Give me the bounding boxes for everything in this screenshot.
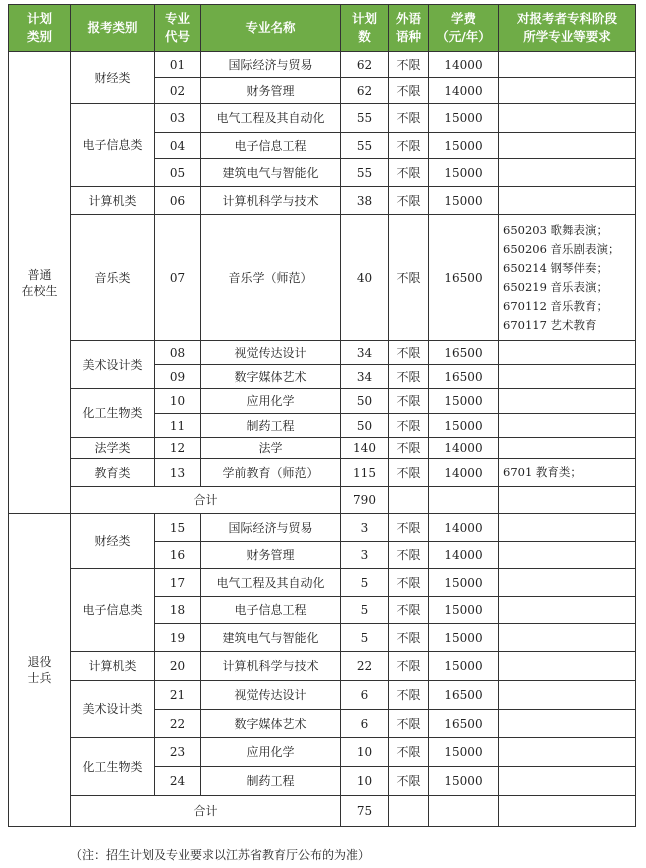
code-cell: 11: [155, 414, 201, 438]
count-cell: 5: [341, 569, 389, 597]
fee-cell: 15000: [429, 159, 499, 187]
code-cell: 02: [155, 78, 201, 104]
count-header: 计划 数: [341, 5, 389, 52]
code-header: 专业 代号: [155, 5, 201, 52]
code-cell: 04: [155, 133, 201, 159]
code-cell: 16: [155, 542, 201, 569]
category-cell: 计算机类: [71, 187, 155, 215]
code-cell: 23: [155, 738, 201, 767]
code-cell: 12: [155, 438, 201, 459]
language-cell: 不限: [389, 78, 429, 104]
code-cell: 22: [155, 710, 201, 738]
fee-cell: 14000: [429, 438, 499, 459]
category-header: 报考类别: [71, 5, 155, 52]
language-cell: 不限: [389, 215, 429, 341]
language-cell: 不限: [389, 341, 429, 365]
table-body: [9, 52, 636, 827]
table-row: [9, 187, 636, 215]
language-cell: 不限: [389, 514, 429, 542]
requirement-cell: 650203 歌舞表演； 650206 音乐剧表演； 650214 钢琴伴奏； 650219 音乐表演； 670112 音乐教育； 670117 艺术教育: [499, 215, 636, 341]
table-header-row: [9, 5, 636, 52]
count-cell: 62: [341, 52, 389, 78]
major-cell: 国际经济与贸易: [201, 52, 341, 78]
table-row: [9, 459, 636, 487]
language-cell: 不限: [389, 767, 429, 796]
fee-cell: 14000: [429, 459, 499, 487]
major-header: 专业名称: [201, 5, 341, 52]
code-cell: 15: [155, 514, 201, 542]
footnote: （注：招生计划及专业要求以江苏省教育厅公布的为准）: [70, 848, 371, 862]
requirement-cell: [499, 52, 636, 78]
requirement-cell: [499, 738, 636, 767]
requirement-cell: [499, 710, 636, 738]
document-page: [8, 4, 636, 827]
major-cell: 国际经济与贸易: [201, 514, 341, 542]
requirement-cell: [499, 597, 636, 624]
code-cell: 24: [155, 767, 201, 796]
major-cell: 应用化学: [201, 389, 341, 414]
fee-cell: 16500: [429, 365, 499, 389]
total-count-cell: 790: [341, 487, 389, 514]
major-cell: 视觉传达设计: [201, 341, 341, 365]
requirement-cell: [499, 104, 636, 133]
category-cell: 音乐类: [71, 215, 155, 341]
fee-cell: 15000: [429, 652, 499, 681]
major-cell: 视觉传达设计: [201, 681, 341, 710]
requirement-cell: [499, 187, 636, 215]
language-cell: 不限: [389, 159, 429, 187]
fee-cell: 14000: [429, 52, 499, 78]
total-language-cell: [389, 796, 429, 827]
language-cell: 不限: [389, 652, 429, 681]
category-cell: 教育类: [71, 459, 155, 487]
language-cell: 不限: [389, 187, 429, 215]
table-row: [9, 438, 636, 459]
language-cell: 不限: [389, 681, 429, 710]
language-cell: 不限: [389, 569, 429, 597]
total-count-cell: 75: [341, 796, 389, 827]
fee-cell: 16500: [429, 341, 499, 365]
code-cell: 08: [155, 341, 201, 365]
count-cell: 6: [341, 681, 389, 710]
category-cell: 美术设计类: [71, 341, 155, 389]
language-cell: 不限: [389, 52, 429, 78]
language-cell: 不限: [389, 738, 429, 767]
fee-cell: 15000: [429, 597, 499, 624]
major-cell: 学前教育（师范）: [201, 459, 341, 487]
count-cell: 115: [341, 459, 389, 487]
count-cell: 22: [341, 652, 389, 681]
code-cell: 21: [155, 681, 201, 710]
requirement-cell: [499, 133, 636, 159]
language-cell: 不限: [389, 438, 429, 459]
code-cell: 03: [155, 104, 201, 133]
count-cell: 3: [341, 542, 389, 569]
category-cell: 法学类: [71, 438, 155, 459]
language-cell: 不限: [389, 597, 429, 624]
category-cell: 计算机类: [71, 652, 155, 681]
fee-cell: 15000: [429, 569, 499, 597]
table-row: [9, 738, 636, 767]
major-cell: 电子信息工程: [201, 597, 341, 624]
total-label-cell: 合计: [71, 796, 341, 827]
major-cell: 制药工程: [201, 767, 341, 796]
table-row: [9, 652, 636, 681]
total-language-cell: [389, 487, 429, 514]
major-cell: 音乐学（师范）: [201, 215, 341, 341]
major-cell: 建筑电气与智能化: [201, 624, 341, 652]
code-cell: 17: [155, 569, 201, 597]
language-cell: 不限: [389, 133, 429, 159]
count-cell: 10: [341, 767, 389, 796]
category-cell: 电子信息类: [71, 569, 155, 652]
table-row: [9, 389, 636, 414]
major-cell: 法学: [201, 438, 341, 459]
fee-cell: 15000: [429, 624, 499, 652]
requirement-cell: [499, 624, 636, 652]
table-row: [9, 569, 636, 597]
table-row: [9, 215, 636, 341]
major-cell: 数字媒体艺术: [201, 710, 341, 738]
count-cell: 40: [341, 215, 389, 341]
count-cell: 50: [341, 389, 389, 414]
fee-cell: 16500: [429, 681, 499, 710]
language-header: 外语 语种: [389, 5, 429, 52]
requirement-cell: 6701 教育类；: [499, 459, 636, 487]
major-cell: 数字媒体艺术: [201, 365, 341, 389]
major-cell: 电子信息工程: [201, 133, 341, 159]
requirement-cell: [499, 389, 636, 414]
requirement-cell: [499, 438, 636, 459]
language-cell: 不限: [389, 459, 429, 487]
total-fee-cell: [429, 796, 499, 827]
total-requirement-cell: [499, 487, 636, 514]
code-cell: 13: [155, 459, 201, 487]
language-cell: 不限: [389, 710, 429, 738]
major-cell: 财务管理: [201, 78, 341, 104]
fee-cell: 15000: [429, 767, 499, 796]
code-cell: 09: [155, 365, 201, 389]
fee-cell: 15000: [429, 414, 499, 438]
major-cell: 计算机科学与技术: [201, 652, 341, 681]
major-cell: 财务管理: [201, 542, 341, 569]
code-cell: 06: [155, 187, 201, 215]
category-cell: 财经类: [71, 514, 155, 569]
total-label-cell: 合计: [71, 487, 341, 514]
code-cell: 20: [155, 652, 201, 681]
fee-cell: 15000: [429, 389, 499, 414]
code-cell: 10: [155, 389, 201, 414]
table-row: [9, 52, 636, 78]
count-cell: 38: [341, 187, 389, 215]
category-cell: 化工生物类: [71, 389, 155, 438]
major-cell: 应用化学: [201, 738, 341, 767]
count-cell: 55: [341, 104, 389, 133]
requirement-cell: [499, 159, 636, 187]
count-cell: 140: [341, 438, 389, 459]
total-fee-cell: [429, 487, 499, 514]
fee-cell: 16500: [429, 215, 499, 341]
count-cell: 3: [341, 514, 389, 542]
major-cell: 制药工程: [201, 414, 341, 438]
category-cell: 电子信息类: [71, 104, 155, 187]
total-row: [9, 487, 636, 514]
requirement-cell: [499, 542, 636, 569]
fee-header: 学费 （元/年）: [429, 5, 499, 52]
requirement-header: 对报考者专科阶段 所学专业等要求: [499, 5, 636, 52]
plan-type-cell: 普通 在校生: [9, 52, 71, 514]
fee-cell: 14000: [429, 78, 499, 104]
requirement-cell: [499, 652, 636, 681]
count-cell: 62: [341, 78, 389, 104]
code-cell: 01: [155, 52, 201, 78]
table-row: [9, 104, 636, 133]
major-cell: 建筑电气与智能化: [201, 159, 341, 187]
language-cell: 不限: [389, 624, 429, 652]
requirement-cell: [499, 341, 636, 365]
language-cell: 不限: [389, 104, 429, 133]
code-cell: 19: [155, 624, 201, 652]
count-cell: 5: [341, 597, 389, 624]
category-cell: 财经类: [71, 52, 155, 104]
count-cell: 5: [341, 624, 389, 652]
count-cell: 50: [341, 414, 389, 438]
language-cell: 不限: [389, 542, 429, 569]
enrollment-plan-table: [8, 4, 636, 827]
total-requirement-cell: [499, 796, 636, 827]
count-cell: 55: [341, 159, 389, 187]
table-row: [9, 681, 636, 710]
requirement-cell: [499, 767, 636, 796]
count-cell: 55: [341, 133, 389, 159]
requirement-cell: [499, 414, 636, 438]
code-cell: 05: [155, 159, 201, 187]
requirement-cell: [499, 681, 636, 710]
table-row: [9, 341, 636, 365]
fee-cell: 15000: [429, 133, 499, 159]
language-cell: 不限: [389, 365, 429, 389]
language-cell: 不限: [389, 414, 429, 438]
code-cell: 18: [155, 597, 201, 624]
fee-cell: 14000: [429, 542, 499, 569]
table-row: [9, 514, 636, 542]
count-cell: 34: [341, 365, 389, 389]
fee-cell: 15000: [429, 104, 499, 133]
code-cell: 07: [155, 215, 201, 341]
plan-type-header: 计划 类别: [9, 5, 71, 52]
fee-cell: 15000: [429, 738, 499, 767]
count-cell: 6: [341, 710, 389, 738]
plan-type-cell: 退役 士兵: [9, 514, 71, 827]
requirement-cell: [499, 78, 636, 104]
total-row: [9, 796, 636, 827]
major-cell: 计算机科学与技术: [201, 187, 341, 215]
fee-cell: 16500: [429, 710, 499, 738]
fee-cell: 14000: [429, 514, 499, 542]
major-cell: 电气工程及其自动化: [201, 104, 341, 133]
count-cell: 10: [341, 738, 389, 767]
requirement-cell: [499, 569, 636, 597]
major-cell: 电气工程及其自动化: [201, 569, 341, 597]
category-cell: 化工生物类: [71, 738, 155, 796]
requirement-cell: [499, 365, 636, 389]
language-cell: 不限: [389, 389, 429, 414]
category-cell: 美术设计类: [71, 681, 155, 738]
requirement-cell: [499, 514, 636, 542]
count-cell: 34: [341, 341, 389, 365]
fee-cell: 15000: [429, 187, 499, 215]
